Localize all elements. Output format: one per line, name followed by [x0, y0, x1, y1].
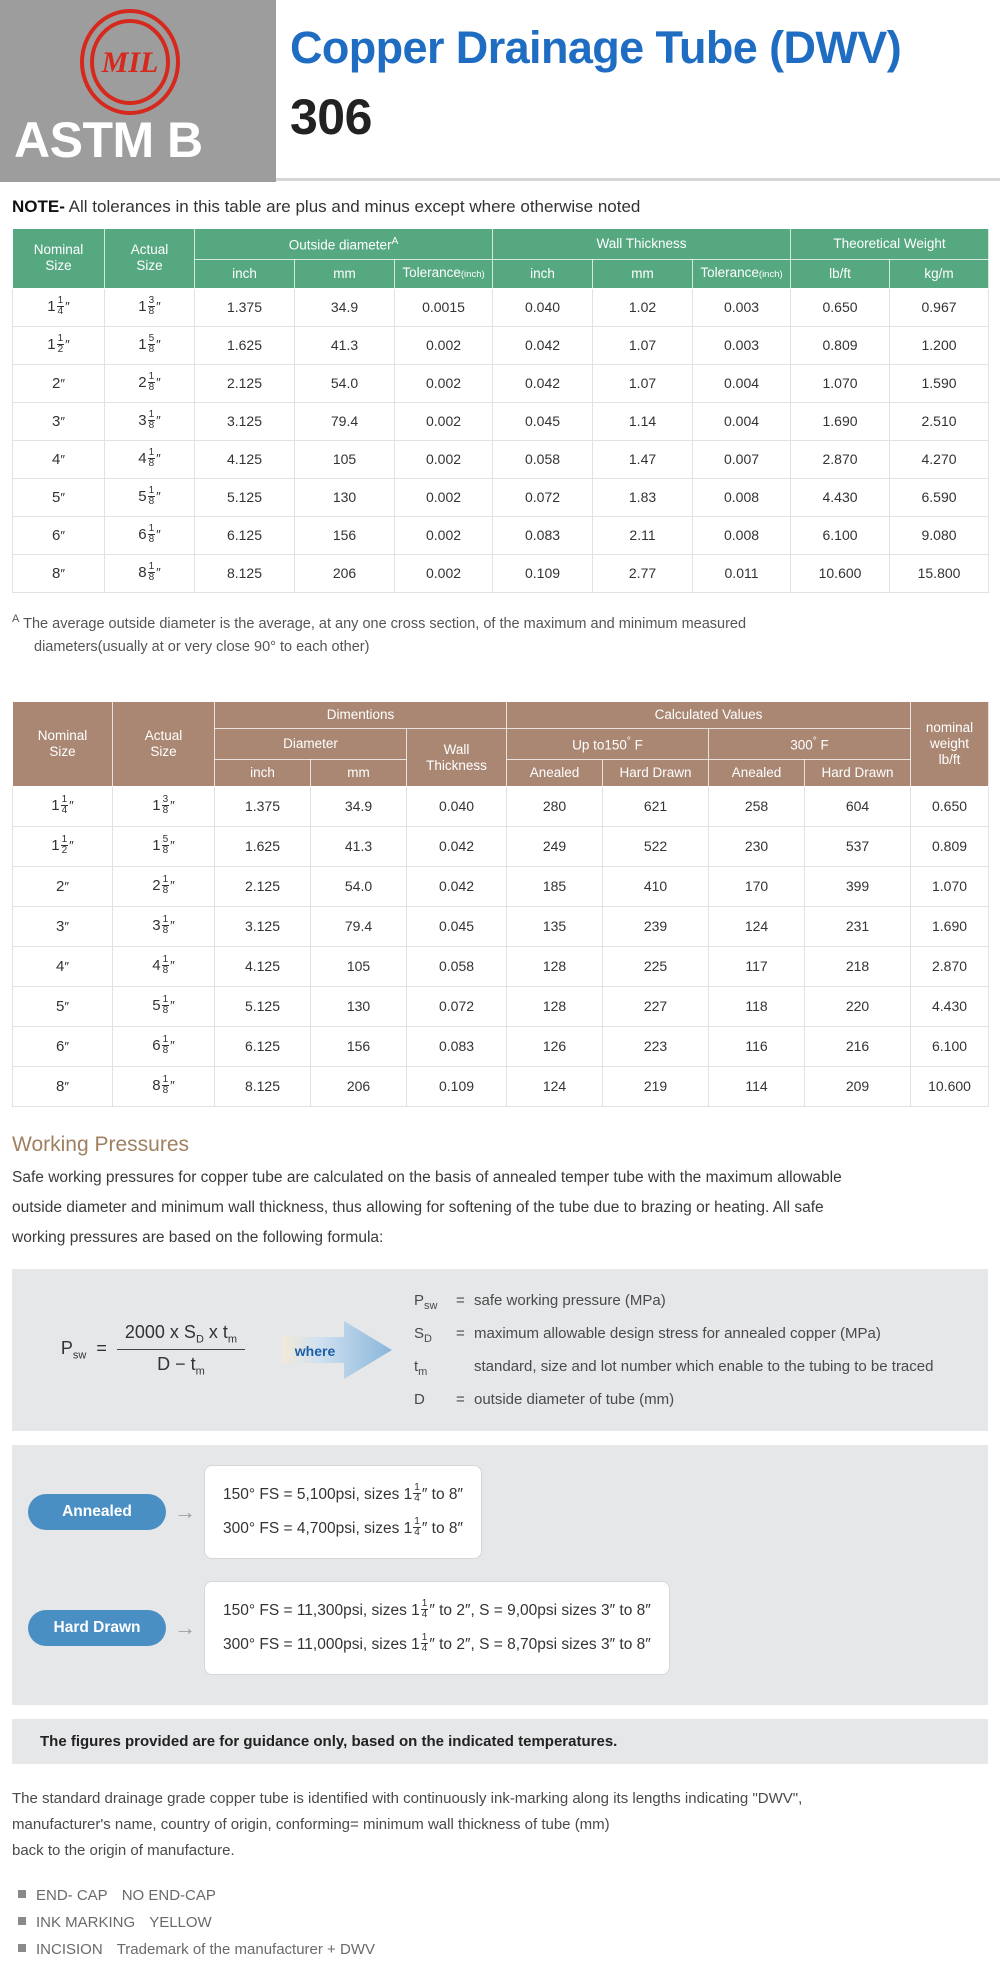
cell-harddrawn-150: 219 — [603, 1066, 709, 1106]
formula-panel — [12, 1269, 988, 1431]
definition-tm: $t_m$ standard, size and lot number which enable to the tubing to be traced — [414, 1353, 972, 1386]
cell-nominal-size: 8″ — [13, 1066, 113, 1106]
cell-nominal-weight: 1.690 — [911, 906, 989, 946]
dimensions-table-head — [13, 229, 989, 289]
th-wall-thickness: Wall Thickness — [493, 229, 791, 260]
cell-actual-size: 6 $\frac{1}{8}$ ″ — [113, 1026, 215, 1066]
cell-nominal-weight: 10.600 — [911, 1066, 989, 1106]
th-wt-mm: mm — [593, 259, 693, 288]
cell-nominal-weight: 6.100 — [911, 1026, 989, 1066]
annealed-line-1: 150° FS = 5,100psi, sizes 1 $\frac{1}{4}$ ″ to 8″ — [223, 1482, 463, 1505]
cell-lbft: 2.870 — [791, 440, 890, 478]
fraction-hd-1: $\frac{1}{4}$ — [421, 1598, 428, 1621]
cell-kgm: 6.590 — [890, 478, 989, 516]
cell-wt-tolerance: 0.011 — [693, 554, 791, 592]
definition-d-text: outside diameter of tube (mm) — [474, 1390, 675, 1408]
table-row — [13, 288, 989, 326]
cell-actual-size: 6 $\frac{1}{8}$ ″ — [105, 516, 195, 554]
cell-diameter-inch: 3.125 — [215, 906, 311, 946]
where-label: where — [294, 1342, 336, 1359]
cell-wt-mm: 2.77 — [593, 554, 693, 592]
th-wt-tolerance: Tolerance(inch) — [693, 259, 791, 288]
list-item — [18, 1936, 988, 1963]
calculated-values-table — [12, 701, 989, 1107]
cell-od-tolerance: 0.002 — [395, 364, 493, 402]
fraction-annealed-1: $\frac{1}{4}$ — [414, 1482, 420, 1505]
table-row — [13, 440, 989, 478]
cell-nominal-size: 2″ — [13, 866, 113, 906]
cell-od-mm: 105 — [295, 440, 395, 478]
dimensions-table — [12, 228, 989, 593]
cell-harddrawn-300: 604 — [805, 786, 911, 826]
cell-anealed-150: 128 — [507, 946, 603, 986]
formula-definitions — [398, 1287, 972, 1413]
cell-wt-tolerance: 0.007 — [693, 440, 791, 478]
safe-working-pressure-formula — [28, 1322, 278, 1377]
table-row — [13, 826, 989, 866]
temper-row-hard-drawn — [28, 1581, 972, 1675]
note-label: NOTE- — [12, 197, 65, 216]
marking-bullet-list — [18, 1882, 988, 1963]
cell-diameter-mm: 54.0 — [311, 866, 407, 906]
table-row — [13, 1026, 989, 1066]
th-lbft: lb/ft — [791, 259, 890, 288]
cell-nominal-size: 4″ — [13, 440, 105, 478]
th-od-mm: mm — [295, 259, 395, 288]
list-item-label: END- CAP — [36, 1886, 108, 1904]
cell-diameter-mm: 206 — [311, 1066, 407, 1106]
cell-kgm: 1.590 — [890, 364, 989, 402]
cell-nominal-size: 2″ — [13, 364, 105, 402]
table-row — [13, 946, 989, 986]
cell-nominal-weight: 2.870 — [911, 946, 989, 986]
cell-anealed-150: 124 — [507, 1066, 603, 1106]
cell-wt-inch: 0.042 — [493, 326, 593, 364]
cell-wt-mm: 2.11 — [593, 516, 693, 554]
th2-nominal-weight: nominal weight lb/ft — [911, 702, 989, 787]
working-pressures-body — [12, 1163, 988, 1253]
th2-diameter: Diameter — [215, 729, 407, 760]
hard-drawn-pill[interactable]: Hard Drawn — [28, 1610, 166, 1646]
cell-kgm: 4.270 — [890, 440, 989, 478]
cell-nominal-size: 3″ — [13, 402, 105, 440]
cell-wt-mm: 1.07 — [593, 364, 693, 402]
cell-wall-thickness: 0.109 — [407, 1066, 507, 1106]
table-row — [13, 866, 989, 906]
th2-mm: mm — [311, 759, 407, 786]
cell-diameter-mm: 79.4 — [311, 906, 407, 946]
th2-anealed-300: Anealed — [709, 759, 805, 786]
square-bullet-icon — [18, 1917, 26, 1925]
cell-nominal-size: 5″ — [13, 986, 113, 1026]
definition-sd-text: maximum allowable design stress for annealed copper (MPa) — [474, 1324, 881, 1342]
cell-diameter-inch: 4.125 — [215, 946, 311, 986]
cell-diameter-mm: 41.3 — [311, 826, 407, 866]
cell-wt-mm: 1.14 — [593, 402, 693, 440]
dimensions-table-body — [13, 288, 989, 592]
list-item-value: Trademark of the manufacturer + DWV — [116, 1940, 375, 1958]
th-kgm: kg/m — [890, 259, 989, 288]
table-row — [13, 1066, 989, 1106]
cell-nominal-weight: 0.809 — [911, 826, 989, 866]
cell-harddrawn-300: 209 — [805, 1066, 911, 1106]
definition-psw-text: safe working pressure (MPa) — [474, 1291, 666, 1309]
table-row — [13, 554, 989, 592]
cell-wt-tolerance: 0.008 — [693, 478, 791, 516]
cell-wall-thickness: 0.045 — [407, 906, 507, 946]
cell-nominal-size: 1 $\frac{1}{4}$ ″ — [13, 288, 105, 326]
cell-lbft: 6.100 — [791, 516, 890, 554]
tolerance-note — [12, 196, 988, 218]
cell-anealed-150: 135 — [507, 906, 603, 946]
header-divider — [276, 178, 1000, 181]
th2-300f: 300° F — [709, 729, 911, 760]
mil-logo-icon — [60, 8, 200, 116]
cell-lbft: 4.430 — [791, 478, 890, 516]
cell-actual-size: 1 $\frac{5}{8}$ ″ — [105, 326, 195, 364]
cell-lbft: 0.650 — [791, 288, 890, 326]
th2-wall-thickness: Wall Thickness — [407, 729, 507, 787]
cell-harddrawn-150: 223 — [603, 1026, 709, 1066]
list-item-label: INK MARKING — [36, 1913, 136, 1931]
cell-diameter-mm: 130 — [311, 986, 407, 1026]
cell-actual-size: 2 $\frac{1}{8}$ ″ — [113, 866, 215, 906]
header-title-area — [290, 0, 1000, 182]
cell-diameter-inch: 6.125 — [215, 1026, 311, 1066]
cell-lbft: 1.690 — [791, 402, 890, 440]
cell-harddrawn-300: 537 — [805, 826, 911, 866]
cell-diameter-inch: 1.625 — [215, 826, 311, 866]
cell-wt-inch: 0.072 — [493, 478, 593, 516]
cell-wall-thickness: 0.042 — [407, 866, 507, 906]
fraction-annealed-2: $\frac{1}{4}$ — [414, 1516, 420, 1539]
cell-harddrawn-300: 231 — [805, 906, 911, 946]
mil-logo-text: MIL — [101, 46, 159, 79]
th2-inch: inch — [215, 759, 311, 786]
cell-anealed-300: 118 — [709, 986, 805, 1026]
cell-anealed-300: 170 — [709, 866, 805, 906]
cell-od-inch: 2.125 — [195, 364, 295, 402]
formula-numerator: 2000 x $S_D$ x $t_m$ — [117, 1322, 245, 1350]
cell-nominal-size: 1 $\frac{1}{4}$ ″ — [13, 786, 113, 826]
cell-nominal-size: 3″ — [13, 906, 113, 946]
arrow-right-icon: → — [174, 1498, 196, 1524]
table-footnote — [12, 607, 988, 660]
cell-nominal-size: 1 $\frac{1}{2}$ ″ — [13, 326, 105, 364]
temper-row-annealed — [28, 1465, 972, 1559]
cell-anealed-150: 128 — [507, 986, 603, 1026]
cell-od-inch: 4.125 — [195, 440, 295, 478]
cell-od-inch: 8.125 — [195, 554, 295, 592]
cell-nominal-weight: 1.070 — [911, 866, 989, 906]
cell-nominal-size: 1 $\frac{1}{2}$ ″ — [13, 826, 113, 866]
identification-text — [12, 1786, 988, 1864]
footnote-mark: A — [12, 612, 20, 625]
guidance-note: The figures provided are for guidance only, based on the indicated temperatures. — [12, 1719, 988, 1764]
cell-wt-inch: 0.083 — [493, 516, 593, 554]
cell-diameter-inch: 1.375 — [215, 786, 311, 826]
formula-lhs: $P_{sw}$ = — [60, 1338, 107, 1362]
cell-od-mm: 34.9 — [295, 288, 395, 326]
cell-nominal-size: 6″ — [13, 516, 105, 554]
cell-od-inch: 1.625 — [195, 326, 295, 364]
annealed-line-2: 300° FS = 4,700psi, sizes 1 $\frac{1}{4}$ ″ to 8″ — [223, 1516, 463, 1539]
identification-line-1: The standard drainage grade copper tube is identified with continuously ink-marking along its lengths indicating "DWV", — [12, 1789, 803, 1807]
cell-od-inch: 1.375 — [195, 288, 295, 326]
cell-diameter-mm: 34.9 — [311, 786, 407, 826]
cell-diameter-mm: 156 — [311, 1026, 407, 1066]
th-outside-diameter: Outside diameter$^A$ — [195, 229, 493, 260]
cell-harddrawn-150: 239 — [603, 906, 709, 946]
cell-nominal-weight: 4.430 — [911, 986, 989, 1026]
calculated-values-table-body — [13, 786, 989, 1106]
table-row — [13, 986, 989, 1026]
hard-drawn-values-box — [204, 1581, 670, 1675]
definition-sd: $S_D$ = maximum allowable design stress for annealed copper (MPa) — [414, 1320, 972, 1353]
cell-od-mm: 54.0 — [295, 364, 395, 402]
cell-nominal-size: 5″ — [13, 478, 105, 516]
cell-od-tolerance: 0.002 — [395, 516, 493, 554]
temper-panel — [12, 1445, 988, 1705]
list-item-value: YELLOW — [149, 1913, 212, 1931]
cell-harddrawn-150: 227 — [603, 986, 709, 1026]
standard-number: 306 — [290, 89, 372, 145]
table-row — [13, 906, 989, 946]
cell-anealed-150: 185 — [507, 866, 603, 906]
cell-anealed-300: 230 — [709, 826, 805, 866]
cell-nominal-weight: 0.650 — [911, 786, 989, 826]
formula-denominator: $D - t_m$ — [157, 1353, 205, 1378]
fraction-hd-2: $\frac{1}{4}$ — [421, 1632, 428, 1655]
cell-anealed-300: 114 — [709, 1066, 805, 1106]
cell-wt-tolerance: 0.004 — [693, 402, 791, 440]
cell-actual-size: 5 $\frac{1}{8}$ ″ — [113, 986, 215, 1026]
cell-od-mm: 79.4 — [295, 402, 395, 440]
cell-nominal-size: 6″ — [13, 1026, 113, 1066]
cell-wall-thickness: 0.058 — [407, 946, 507, 986]
table-row — [13, 478, 989, 516]
cell-od-mm: 206 — [295, 554, 395, 592]
th-wt-inch: inch — [493, 259, 593, 288]
cell-harddrawn-300: 399 — [805, 866, 911, 906]
cell-actual-size: 4 $\frac{1}{8}$ ″ — [105, 440, 195, 478]
cell-nominal-size: 4″ — [13, 946, 113, 986]
cell-harddrawn-150: 522 — [603, 826, 709, 866]
cell-wt-tolerance: 0.003 — [693, 326, 791, 364]
cell-od-tolerance: 0.002 — [395, 440, 493, 478]
cell-actual-size: 8 $\frac{1}{8}$ ″ — [113, 1066, 215, 1106]
cell-actual-size: 3 $\frac{1}{8}$ ″ — [105, 402, 195, 440]
list-item-label: INCISION — [36, 1940, 103, 1958]
cell-anealed-150: 280 — [507, 786, 603, 826]
cell-od-mm: 41.3 — [295, 326, 395, 364]
page-title: Copper Drainage Tube (DWV) — [290, 22, 902, 73]
cell-kgm: 0.967 — [890, 288, 989, 326]
cell-od-mm: 156 — [295, 516, 395, 554]
cell-kgm: 2.510 — [890, 402, 989, 440]
footnote-line1: The average outside diameter is the average, at any one cross section, of the maximum and minimum measured — [19, 615, 747, 632]
cell-wall-thickness: 0.040 — [407, 786, 507, 826]
cell-diameter-inch: 5.125 — [215, 986, 311, 1026]
cell-wt-tolerance: 0.003 — [693, 288, 791, 326]
th-od-inch: inch — [195, 259, 295, 288]
th2-anealed-150: Anealed — [507, 759, 603, 786]
cell-wt-inch: 0.058 — [493, 440, 593, 478]
cell-od-tolerance: 0.002 — [395, 326, 493, 364]
note-text: All tolerances in this table are plus and minus except where otherwise noted — [64, 197, 641, 216]
cell-lbft: 1.070 — [791, 364, 890, 402]
definition-d: D = outside diameter of tube (mm) — [414, 1386, 972, 1413]
th2-harddrawn-150: Hard Drawn — [603, 759, 709, 786]
cell-anealed-150: 126 — [507, 1026, 603, 1066]
list-item — [18, 1882, 988, 1909]
cell-harddrawn-300: 218 — [805, 946, 911, 986]
cell-wt-inch: 0.045 — [493, 402, 593, 440]
wp-line-3: working pressures are based on the following formula: — [12, 1228, 384, 1246]
cell-anealed-300: 116 — [709, 1026, 805, 1066]
th-theoretical-weight: Theoretical Weight — [791, 229, 989, 260]
working-pressures-title: Working Pressures — [12, 1132, 190, 1156]
definition-psw: $P_{sw}$ = safe working pressure (MPa) — [414, 1287, 972, 1320]
cell-harddrawn-300: 220 — [805, 986, 911, 1026]
th2-calculated-values: Calculated Values — [507, 702, 911, 729]
cell-lbft: 0.809 — [791, 326, 890, 364]
cell-anealed-300: 124 — [709, 906, 805, 946]
cell-od-tolerance: 0.002 — [395, 478, 493, 516]
list-item — [18, 1909, 988, 1936]
cell-wall-thickness: 0.072 — [407, 986, 507, 1026]
identification-line-2: manufacturer's name, country of origin, conforming= minimum wall thickness of tube (mm) — [12, 1815, 610, 1833]
cell-wt-mm: 1.83 — [593, 478, 693, 516]
document-header — [0, 0, 1000, 182]
definition-tm-text: standard, size and lot number which enable to the tubing to be traced — [474, 1357, 934, 1375]
list-item-value: NO END-CAP — [121, 1886, 216, 1904]
mil-logo — [60, 8, 200, 116]
cell-od-inch: 5.125 — [195, 478, 295, 516]
cell-actual-size: 2 $\frac{1}{8}$ ″ — [105, 364, 195, 402]
cell-kgm: 9.080 — [890, 516, 989, 554]
cell-wall-thickness: 0.042 — [407, 826, 507, 866]
table-row — [13, 516, 989, 554]
th-nominal-size: Nominal Size — [13, 229, 105, 289]
hard-drawn-line-1: 150° FS = 11,300psi, sizes 1 $\frac{1}{4}$ ″ to 2″, S = 9,00psi sizes 3″ to 8″ — [223, 1598, 651, 1621]
cell-harddrawn-150: 410 — [603, 866, 709, 906]
th2-actual-size: Actual Size — [113, 702, 215, 787]
cell-wall-thickness: 0.083 — [407, 1026, 507, 1066]
cell-kgm: 1.200 — [890, 326, 989, 364]
cell-kgm: 15.800 — [890, 554, 989, 592]
square-bullet-icon — [18, 1944, 26, 1952]
table-row — [13, 786, 989, 826]
annealed-values-box — [204, 1465, 482, 1559]
cell-od-tolerance: 0.002 — [395, 554, 493, 592]
cell-actual-size: 5 $\frac{1}{8}$ ″ — [105, 478, 195, 516]
cell-actual-size: 1 $\frac{5}{8}$ ″ — [113, 826, 215, 866]
cell-anealed-300: 117 — [709, 946, 805, 986]
cell-harddrawn-300: 216 — [805, 1026, 911, 1066]
cell-lbft: 10.600 — [791, 554, 890, 592]
cell-od-inch: 6.125 — [195, 516, 295, 554]
cell-actual-size: 8 $\frac{1}{8}$ ″ — [105, 554, 195, 592]
cell-diameter-inch: 8.125 — [215, 1066, 311, 1106]
square-bullet-icon — [18, 1890, 26, 1898]
cell-anealed-150: 249 — [507, 826, 603, 866]
th2-nominal-size: Nominal Size — [13, 702, 113, 787]
cell-wt-inch: 0.040 — [493, 288, 593, 326]
th2-harddrawn-300: Hard Drawn — [805, 759, 911, 786]
cell-od-inch: 3.125 — [195, 402, 295, 440]
cell-diameter-inch: 2.125 — [215, 866, 311, 906]
wp-line-1: Safe working pressures for copper tube are calculated on the basis of annealed temper tube with the maximum allowable — [12, 1168, 842, 1186]
th-actual-size: Actual Size — [105, 229, 195, 289]
cell-harddrawn-150: 225 — [603, 946, 709, 986]
cell-anealed-300: 258 — [709, 786, 805, 826]
cell-wt-inch: 0.042 — [493, 364, 593, 402]
where-arrow — [278, 1319, 398, 1381]
cell-actual-size: 1 $\frac{3}{8}$ ″ — [113, 786, 215, 826]
calculated-values-table-head — [13, 702, 989, 787]
cell-harddrawn-150: 621 — [603, 786, 709, 826]
th2-dimentions: Dimentions — [215, 702, 507, 729]
hard-drawn-line-2: 300° FS = 11,000psi, sizes 1 $\frac{1}{4}$ ″ to 2″, S = 8,70psi sizes 3″ to 8″ — [223, 1632, 651, 1655]
footnote-line2: diameters(usually at or very close 90° to each other) — [34, 639, 370, 656]
cell-wt-mm: 1.07 — [593, 326, 693, 364]
cell-wt-inch: 0.109 — [493, 554, 593, 592]
cell-actual-size: 3 $\frac{1}{8}$ ″ — [113, 906, 215, 946]
formula-fraction — [117, 1322, 245, 1377]
cell-nominal-size: 8″ — [13, 554, 105, 592]
wp-line-2: outside diameter and minimum wall thickness, thus allowing for softening of the tube due to brazing or heating. All safe — [12, 1198, 824, 1216]
table-row — [13, 402, 989, 440]
cell-wt-tolerance: 0.008 — [693, 516, 791, 554]
cell-od-mm: 130 — [295, 478, 395, 516]
cell-wt-tolerance: 0.004 — [693, 364, 791, 402]
astm-prefix: ASTM B — [14, 112, 203, 168]
annealed-pill[interactable]: Annealed — [28, 1494, 166, 1530]
th-od-tolerance: Tolerance(inch) — [395, 259, 493, 288]
cell-actual-size: 1 $\frac{3}{8}$ ″ — [105, 288, 195, 326]
table-row — [13, 364, 989, 402]
cell-od-tolerance: 0.0015 — [395, 288, 493, 326]
identification-line-3: back to the origin of manufacture. — [12, 1841, 235, 1859]
right-arrow-icon — [282, 1319, 394, 1381]
cell-actual-size: 4 $\frac{1}{8}$ ″ — [113, 946, 215, 986]
table-row — [13, 326, 989, 364]
th2-upto150f: Up to150° F — [507, 729, 709, 760]
cell-wt-mm: 1.47 — [593, 440, 693, 478]
cell-wt-mm: 1.02 — [593, 288, 693, 326]
cell-od-tolerance: 0.002 — [395, 402, 493, 440]
cell-diameter-mm: 105 — [311, 946, 407, 986]
arrow-right-icon-2: → — [174, 1614, 196, 1640]
